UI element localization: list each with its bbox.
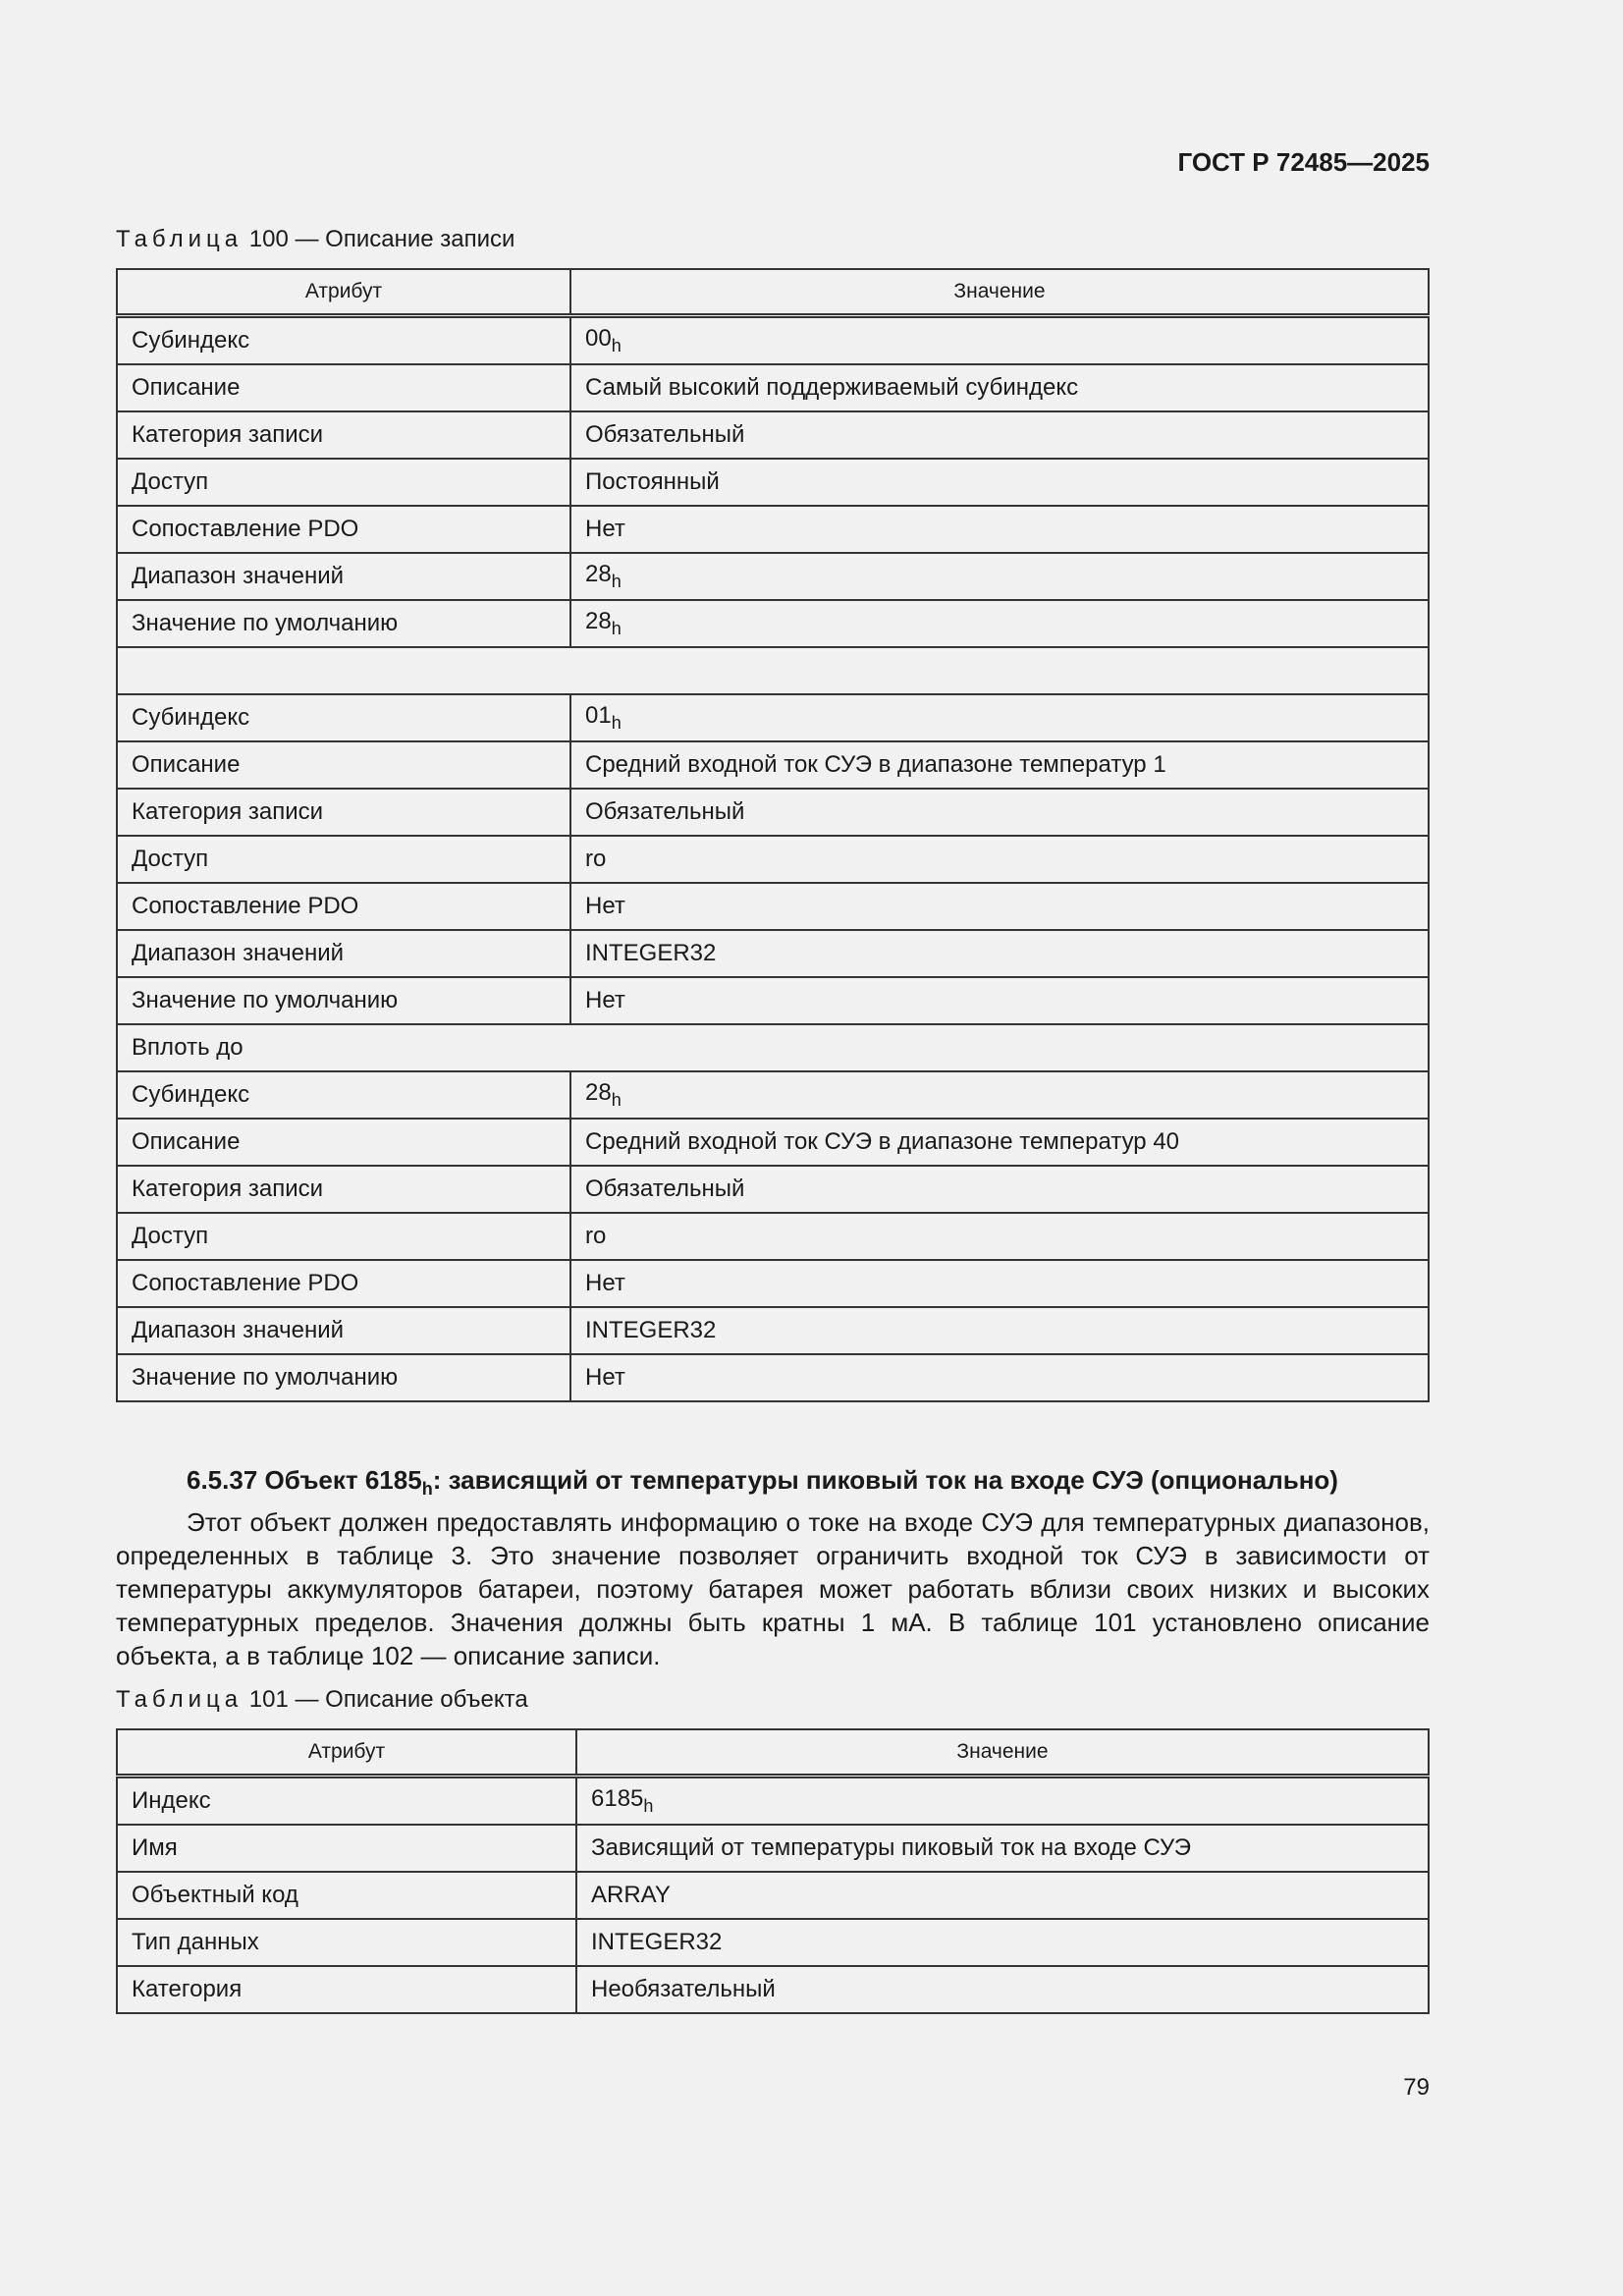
value-text: 28 [585, 561, 612, 587]
table-row [117, 977, 1429, 1024]
attribute-cell: Категория записи [117, 789, 570, 836]
value-cell [576, 1825, 1429, 1872]
attribute-cell: Индекс [117, 1777, 576, 1826]
attribute-cell: Субиндекс [117, 1071, 570, 1119]
attribute-cell: Описание [117, 1119, 570, 1166]
value-text: 28 [585, 1079, 612, 1106]
table-row [117, 1966, 1429, 2013]
attribute-cell: Описание [117, 364, 570, 411]
value-cell [570, 553, 1429, 600]
column-header-value: Значение [576, 1729, 1429, 1777]
table-header-row [117, 1729, 1429, 1777]
table-row [117, 1213, 1429, 1260]
attribute-cell: Сопоставление PDO [117, 506, 570, 553]
value-text: INTEGER32 [585, 1317, 717, 1343]
attribute-cell: Субиндекс [117, 694, 570, 741]
value-text: Средний входной ток СУЭ в диапазоне температур 1 [585, 751, 1166, 778]
attribute-cell: Диапазон значений [117, 930, 570, 977]
value-subscript: h [611, 572, 622, 591]
section-6-5-37 [116, 1463, 1430, 1672]
value-text: INTEGER32 [591, 1929, 723, 1955]
value-cell [570, 836, 1429, 883]
value-text: Нет [585, 1364, 625, 1391]
value-text: Постоянный [585, 468, 720, 495]
section-title-text: 6.5.37 Объект 6185 [187, 1465, 422, 1495]
table-row [117, 1166, 1429, 1213]
table-100-caption [116, 226, 514, 253]
caption-prefix: Таблица [116, 1686, 243, 1713]
value-text: ro [585, 1223, 607, 1249]
value-cell [570, 364, 1429, 411]
table-100 [116, 268, 1430, 1402]
value-cell [570, 1166, 1429, 1213]
value-cell [570, 600, 1429, 647]
value-cell [570, 883, 1429, 930]
attribute-cell: Категория записи [117, 411, 570, 459]
table-row [117, 694, 1429, 741]
table-100-body [117, 316, 1429, 1402]
column-header-attribute: Атрибут [117, 269, 570, 316]
table-row [117, 1354, 1429, 1401]
table-row [117, 1071, 1429, 1119]
value-cell [570, 694, 1429, 741]
attribute-cell: Доступ [117, 459, 570, 506]
value-cell [576, 1919, 1429, 1966]
value-text: Средний входной ток СУЭ в диапазоне температур 40 [585, 1128, 1180, 1155]
value-cell [576, 1777, 1429, 1826]
section-title-rest: : зависящий от температуры пиковый ток на входе СУЭ (опционально) [432, 1465, 1338, 1495]
page-number: 79 [1403, 2074, 1430, 2101]
attribute-cell: Субиндекс [117, 316, 570, 365]
table-row [117, 883, 1429, 930]
value-text: 6185 [591, 1785, 644, 1812]
table-row [117, 930, 1429, 977]
table-row [117, 364, 1429, 411]
caption-text: 100 — Описание записи [243, 226, 515, 252]
table-row [117, 506, 1429, 553]
value-text: Обязательный [585, 798, 745, 825]
value-cell [570, 789, 1429, 836]
value-text: Самый высокий поддерживаемый субиндекс [585, 374, 1079, 401]
section-body: Этот объект должен предоставлять информацию о токе на входе СУЭ для температурных диапазонов, определенных в таблице 3. Это значение позволяет ограничить входной ток СУЭ в зависимости от температуры аккумуляторов батареи, поэтому батарея может работать вблизи своих низких и высоких температурных пределов. Значения должны быть кратны 1 мА. В таблице 101 установлено описание объекта, а в таблице 102 — описание записи. [116, 1507, 1430, 1670]
section-title-subscript: h [421, 1479, 433, 1499]
value-subscript: h [643, 1796, 654, 1816]
attribute-cell: Значение по умолчанию [117, 600, 570, 647]
table-row [117, 1119, 1429, 1166]
caption-text: 101 — Описание объекта [243, 1686, 528, 1713]
value-cell [570, 1307, 1429, 1354]
table-101-caption [116, 1686, 528, 1714]
value-text: ARRAY [591, 1882, 671, 1908]
value-cell [570, 977, 1429, 1024]
document-header: ГОСТ Р 72485—2025 [1177, 147, 1430, 177]
value-text: Обязательный [585, 421, 745, 448]
value-cell [570, 1354, 1429, 1401]
value-text: 01 [585, 702, 612, 729]
table-row [117, 789, 1429, 836]
attribute-cell: Сопоставление PDO [117, 883, 570, 930]
attribute-cell: Доступ [117, 1213, 570, 1260]
attribute-cell: Категория записи [117, 1166, 570, 1213]
value-cell [570, 1260, 1429, 1307]
value-cell [570, 1119, 1429, 1166]
value-text: Нет [585, 893, 625, 919]
value-cell [570, 1213, 1429, 1260]
caption-prefix: Таблица [116, 226, 243, 252]
table-row [117, 1777, 1429, 1826]
table-row [117, 836, 1429, 883]
value-subscript: h [611, 713, 622, 733]
table-101-body [117, 1777, 1429, 2014]
value-cell [576, 1966, 1429, 2013]
value-cell [570, 1071, 1429, 1119]
table-row [117, 647, 1429, 694]
table-row [117, 553, 1429, 600]
attribute-cell: Категория [117, 1966, 576, 2013]
attribute-cell: Диапазон значений [117, 553, 570, 600]
attribute-cell: Значение по умолчанию [117, 977, 570, 1024]
column-header-attribute: Атрибут [117, 1729, 576, 1777]
value-cell [570, 741, 1429, 789]
value-subscript: h [611, 1090, 622, 1110]
attribute-cell: Сопоставление PDO [117, 1260, 570, 1307]
value-text: Нет [585, 987, 625, 1013]
attribute-cell: Описание [117, 741, 570, 789]
table-row [117, 1024, 1429, 1071]
value-text: Необязательный [591, 1976, 776, 2002]
value-cell [570, 316, 1429, 365]
table-row [117, 1260, 1429, 1307]
attribute-cell: Тип данных [117, 1919, 576, 1966]
span-cell [117, 647, 1429, 694]
span-cell: Вплоть до [117, 1024, 1429, 1071]
table-row [117, 1307, 1429, 1354]
table-row [117, 316, 1429, 365]
value-cell [570, 506, 1429, 553]
column-header-value: Значение [570, 269, 1429, 316]
attribute-cell: Имя [117, 1825, 576, 1872]
table-row [117, 600, 1429, 647]
table-row [117, 411, 1429, 459]
value-text: 00 [585, 325, 612, 352]
attribute-cell: Диапазон значений [117, 1307, 570, 1354]
section-title [116, 1463, 1430, 1505]
table-row [117, 741, 1429, 789]
value-subscript: h [611, 619, 622, 638]
value-cell [570, 411, 1429, 459]
value-text: Зависящий от температуры пиковый ток на входе СУЭ [591, 1834, 1191, 1861]
table-row [117, 1872, 1429, 1919]
value-text: Обязательный [585, 1175, 745, 1202]
value-text: INTEGER32 [585, 940, 717, 966]
value-text: Нет [585, 1270, 625, 1296]
table-header-row [117, 269, 1429, 316]
table-row [117, 459, 1429, 506]
value-text: 28 [585, 608, 612, 634]
value-cell [570, 930, 1429, 977]
value-cell [576, 1872, 1429, 1919]
value-cell [570, 459, 1429, 506]
value-subscript: h [611, 336, 622, 355]
value-text: ro [585, 846, 607, 872]
value-text: Нет [585, 516, 625, 542]
attribute-cell: Доступ [117, 836, 570, 883]
table-101 [116, 1728, 1430, 2014]
attribute-cell: Объектный код [117, 1872, 576, 1919]
table-row [117, 1825, 1429, 1872]
table-row [117, 1919, 1429, 1966]
attribute-cell: Значение по умолчанию [117, 1354, 570, 1401]
